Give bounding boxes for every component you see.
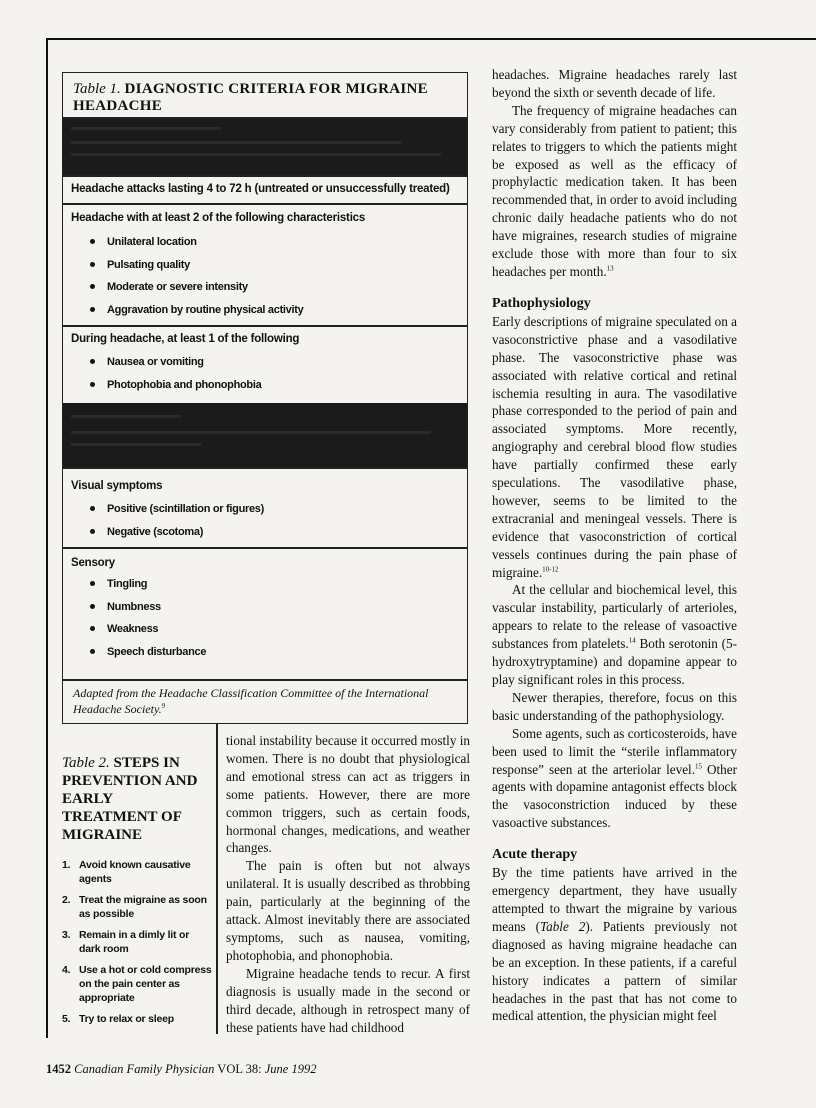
issue-date: June 1992 (264, 1062, 317, 1076)
list-item: Speech disturbance (90, 646, 206, 658)
table-1-rule (63, 467, 467, 469)
list-item: Tingling (90, 578, 147, 590)
section-heading-acute-therapy: Acute therapy (492, 847, 578, 863)
table-1 (62, 72, 468, 724)
table-1-title (73, 81, 467, 115)
paragraph: Migraine headache tends to recur. A first diagnosis is usually made in the second or third decade, although in retrospect many of these patients have had childhood (226, 965, 470, 1035)
list-item: Numbness (90, 601, 161, 613)
sensory-heading: Sensory (71, 557, 115, 569)
page-frame-top-rule (46, 38, 816, 40)
table-2-label: Table 2. (62, 755, 110, 771)
volume: VOL 38: (217, 1062, 262, 1076)
table-2-heading: STEPS IN PREVENTION AND EARLY TREATMENT OF MIGRAINE (62, 755, 198, 843)
paragraph: headaches. Migraine headaches rarely last beyond the sixth or seventh decade of life. (492, 67, 737, 100)
table-1-rule (63, 175, 467, 177)
list-item: Weakness (90, 623, 158, 635)
journal-name: Canadian Family Physician (74, 1062, 215, 1076)
list-item: Aggravation by routine physical activity (90, 304, 303, 316)
table-1-dark-band-migraine-without-aura (63, 119, 467, 175)
table-2-divider (216, 724, 218, 1034)
paragraph: Newer therapies, therefore, focus on this basic understanding of the pathophysiology. (492, 689, 737, 723)
list-item: Positive (scintillation or figures) (90, 503, 264, 515)
table-2-step: 3. Remain in a dimly lit or dark room (62, 929, 190, 955)
paragraph: The pain is often but not always unilateral. It is usually described as throbbing pain, particularly at the beginning of the attack. Almost inevitably there are associated symptoms, such as nausea, vomiting, photophobia, and phonophobia. (226, 858, 470, 963)
table-2-step: 5. Try to relax or sleep (62, 1013, 175, 1025)
list-item: Unilateral location (90, 236, 197, 248)
table-2-step: 4. Use a hot or cold compress on the pain center as appropriate (62, 964, 212, 1004)
table-1-dark-band-migraine-with-aura (63, 403, 467, 467)
right-column (492, 66, 737, 1025)
page-frame-left-rule (46, 38, 48, 1038)
during-heading: During headache, at least 1 of the following (71, 333, 300, 345)
table-1-rule (63, 325, 467, 327)
list-item: Moderate or severe intensity (90, 281, 248, 293)
table-2-title (62, 754, 202, 844)
table-1-heading: DIAGNOSTIC CRITERIA FOR MIGRAINE HEADACHE (73, 81, 428, 114)
middle-column (226, 732, 470, 1036)
paragraph: By the time patients have arrived in the emergency department, they have usually attempted to thwart the migraine by various means (Table 2). Patients previously not diagnosed as having migraine headache can be an exception. In these patients, if a careful history indicates a pattern of similar headaches in the past that has not come to medical attention, the physician might feel (492, 865, 737, 1024)
table-1-footnote: Adapted from the Headache Classification Committee of the International Headache Society.$^9$ (73, 686, 429, 716)
list-item: Pulsating quality (90, 259, 190, 271)
page-footer (46, 1062, 316, 1077)
table-2-step: 2. Treat the migraine as soon as possible (62, 894, 207, 920)
paragraph: tional instability because it occurred mostly in women. There is no doubt that physiological and emotional stress can act as triggers in some patients. However, there are more common triggers, such as certain foods, hormonal changes, medications, and weather changes. (226, 733, 470, 856)
list-item: Photophobia and phonophobia (90, 379, 261, 391)
list-item: Nausea or vomiting (90, 356, 204, 368)
criterion-attacks: Headache attacks lasting 4 to 72 h (untreated or unsuccessfully treated) (71, 183, 450, 195)
table-1-rule (63, 679, 467, 681)
visual-heading: Visual symptoms (71, 480, 163, 492)
paragraph: Early descriptions of migraine speculated on a vasoconstrictive phase and a vasodilative phase. The vasoconstrictive phase was associated with relative cortical and retinal ischemia resulting in aura. The vasodilative phase corresponded to the period of pain and associated symptoms. More recently, angiography and cerebral blood flow studies have partially confirmed these early speculations. The vasodilative phase, however, seems to be limited to the extracranial and meningeal vessels. There is evidence that vasoconstriction of cortical vessels continues during the pain phase of migraine.$^{10-12}$ (492, 313, 737, 580)
characteristics-heading: Headache with at least 2 of the following characteristics (71, 212, 366, 224)
paragraph: Some agents, such as corticosteroids, have been used to limit the “sterile inflammatory response” seen at the arteriolar level.$^{15}$ Other agents with dopamine antagonist effects block the vasoconstriction induced by these vasoactive substances. (492, 725, 737, 831)
section-heading-pathophysiology: Pathophysiology (492, 295, 591, 311)
paragraph: At the cellular and biochemical level, this vascular instability, particularly of arterioles, appears to relate to the release of vasoactive substances from platelets.$^{14}$ Both serotonin (5-hydroxytryptamine) and dopamine appear to play significant roles in this process. (492, 582, 737, 687)
table-2-step: 1. Avoid known causative agents (62, 859, 191, 885)
table-1-rule (63, 203, 467, 205)
paragraph: The frequency of migraine headaches can vary considerably from patient to patient; this relates to triggers to which the patients might be exposed as well as the efficacy of prophylactic medication taken. It has been recommended that, in order to avoid including chronic daily headache patients who do not have migraines, research studies of migraine exclude those with more than four to six headaches per month.$^{13}$ (492, 102, 737, 279)
page-number: 1452 (46, 1062, 71, 1076)
table-1-rule (63, 547, 467, 549)
list-item: Negative (scotoma) (90, 526, 203, 538)
table-2-reference: Table 2 (539, 918, 586, 934)
table-1-label: Table 1. (73, 81, 121, 97)
